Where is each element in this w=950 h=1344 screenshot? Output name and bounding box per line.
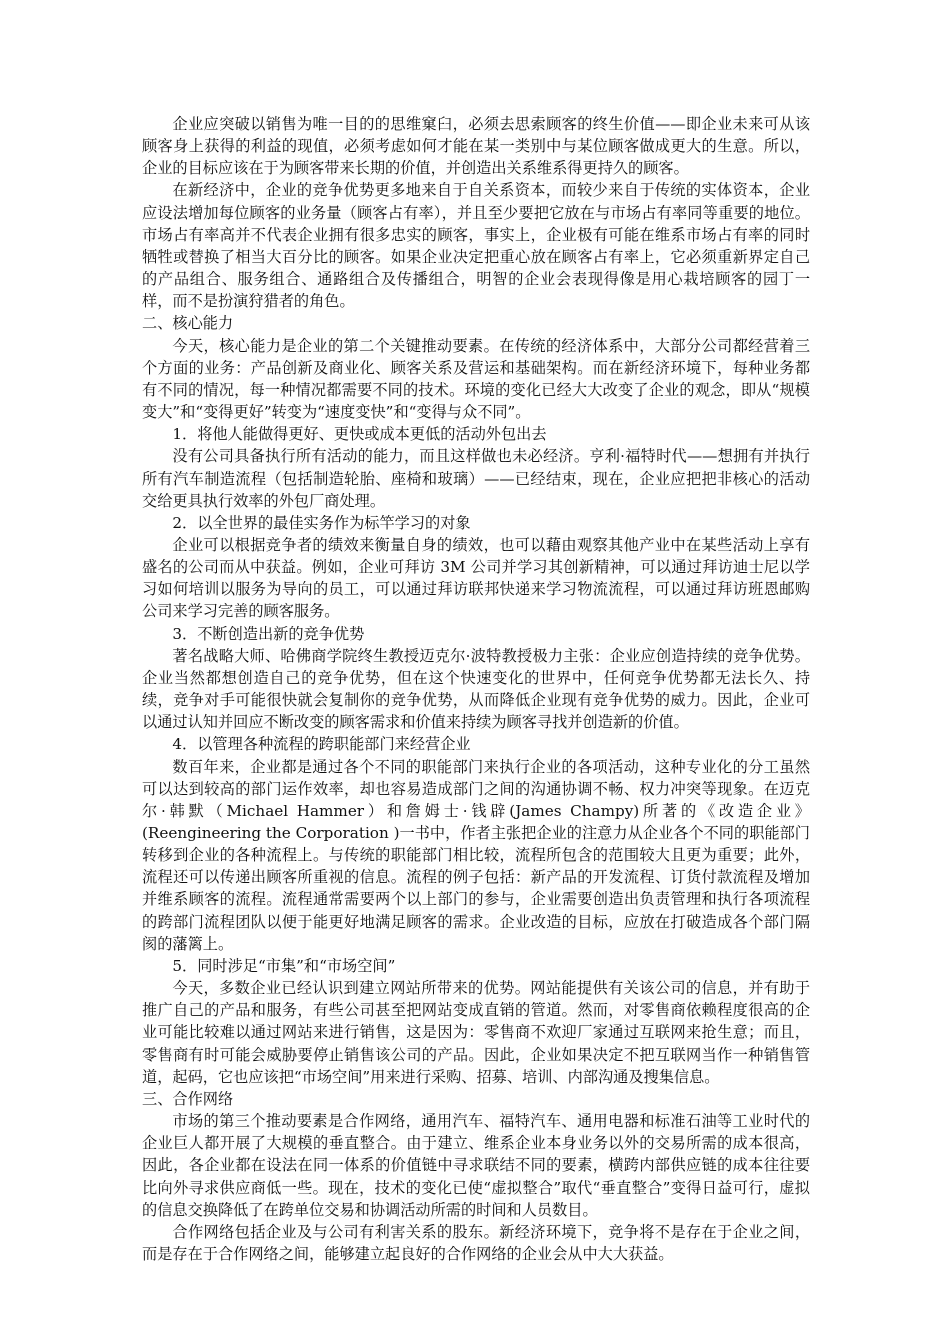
subheading-cross-functional: 4．以管理各种流程的跨职能部门来经营企业 (172, 735, 471, 754)
paragraph-outsourcing: 没有公司具备执行所有活动的能力，而且这样做也未必经济。亨利·福特时代——想拥有并执行所有汽车制造流程（包括制造轮胎、座椅和玻璃）——已经结束，现在，企业应把把非核心的活动交给更具执行效率的外包厂商处理。 (142, 447, 810, 510)
subheading-competitive-advantage: 3．不断创造出新的竞争优势 (172, 624, 365, 643)
paragraph-core-competence-intro: 今天，核心能力是企业的第二个关键推动要素。在传统的经济体系中，大部分公司都经营着三个方面的业务：产品创新及商业化、顾客关系及营运和基础架构。而在新经济环境下，每种业务都有不同的情况，每一种情况都需要不同的技术。环境的变化已经大大改变了企业的观念，即从“规模变大”和“变得更好”转变为“速度变快”和“变得与众不同”。 (142, 336, 810, 422)
paragraph-network-competition: 合作网络包括企业及与公司有利害关系的股东。新经济环境下，竞争将不是存在于企业之间，而是存在于合作网络之间，能够建立起良好的合作网络的企业会从中大大获益。 (142, 1222, 810, 1263)
section-heading-core-competence: 二、核心能力 (142, 314, 234, 333)
subheading-benchmarking: 2．以全世界的最佳实务作为标竿学习的对象 (172, 513, 471, 532)
paragraph-relationship-capital: 在新经济中，企业的竞争优势更多地来自于自关系资本，而较少来自于传统的实体资本，企业应设法增加每位顾客的业务量（顾客占有率），并且至少要把它放在与市场占有率同等重要的地位。市场占有率高并不代表企业拥有很多忠实的顾客，事实上，企业极有可能在维系市场占有率的同时牺牲或替换了相当大百分比的顾客。如果企业决定把重心放在顾客占有率上，它必须重新界定自己的产品组合、服务组合、通路组合及传播组合，明智的企业会表现得像是用心栽培顾客的园丁一样，而不是扮演狩猎者的角色。 (142, 181, 810, 311)
paragraph-competitive-advantage: 著名战略大师、哈佛商学院终生教授迈克尔·波特教授极力主张：企业应创造持续的竞争优势。企业当然都想创造自己的竞争优势，但在这个快速变化的世界中，任何竞争优势都无法长久、持续，竞争对手可能很快就会复制你的竞争优势，从而降低企业现有竞争优势的威力。因此，企业可以通过认知并回应不断改变的顾客需求和价值来持续为顾客寻找并创造新的价值。 (142, 646, 810, 732)
paragraph-virtual-integration: 市场的第三个推动要素是合作网络，通用汽车、福特汽车、通用电器和标准石油等工业时代的企业巨人都开展了大规模的垂直整合。由于建立、维系企业本身业务以外的交易所需的成本很高，因此，各企业都在设法在同一体系的价值链中寻求联结不同的要素，横跨内部供应链的成本往往要比向外寻求供应商低一些。现在，技术的变化已使“虚拟整合”取代“垂直整合”变得日益可行，虚拟的信息交换降低了在跨单位交易和协调活动所需的时间和人员数目。 (142, 1112, 810, 1219)
paragraph-marketplace-marketspace: 今天，多数企业已经认识到建立网站所带来的优势。网站能提供有关该公司的信息，并有助于推广自己的产品和服务，有些公司甚至把网站变成直销的管道。然而，对零售商依赖程度很高的企业可能比较难以通过网站来进行销售，这是因为：零售商不欢迎厂家通过互联网来抢生意；而且，零售商有时可能会威胁要停止销售该公司的产品。因此，企业如果决定不把互联网当作一种销售管道，起码，它也应该把“市场空间”用来进行采购、招募、培训、内部沟通及搜集信息。 (142, 979, 810, 1086)
subheading-marketplace-marketspace: 5．同时涉足“市集”和“市场空间” (172, 956, 396, 975)
document-body (142, 113, 810, 1265)
paragraph-customer-lifetime-value: 企业应突破以销售为唯一目的的思维窠臼，必须去思索顾客的终生价值——即企业未来可从该顾客身上获得的利益的现值，必须考虑如何才能在某一类别中与某位顾客做成更大的生意。所以，企业的目标应该在于为顾客带来长期的价值，并创造出关系维系得更持久的顾客。 (142, 115, 810, 178)
paragraph-benchmarking: 企业可以根据竞争者的绩效来衡量自身的绩效，也可以藉由观察其他产业中在某些活动上享有盛名的公司而从中获益。例如，企业可拜访 3M 公司并学习其创新精神，可以通过拜访迪士尼以学习如何培训以服务为导向的员工，可以通过拜访联邦快递来学习物流流程，可以通过拜访班恩邮购公司来学习完善的顾客服务。 (142, 535, 810, 621)
section-heading-cooperation-network: 三、合作网络 (142, 1089, 234, 1108)
subheading-outsourcing: 1．将他人能做得更好、更快或成本更低的活动外包出去 (172, 425, 547, 444)
paragraph-cross-functional: 数百年来，企业都是通过各个不同的职能部门来执行企业的各项活动，这种专业化的分工虽然可以达到较高的部门运作效率，却也容易造成部门之间的沟通协调不畅、权力冲突等现象。在迈克尔·韩默（Michael Hammer）和詹姆士·钱辟(James Champy)所著的《改造企业》(Reengineering the Corporation )一书中，作者主张把企业的注意力从企业各个不同的职能部门转移到企业的各种流程上。与传统的职能部门相比较，流程所包含的范围较大且更为重要；此外，流程还可以传递出顾客所重视的信息。流程的例子包括：新产品的开发流程、订货付款流程及增加并维系顾客的流程。流程通常需要两个以上部门的参与，企业需要创造出负责管理和执行各项流程的跨部门流程团队以便于能更好地满足顾客的需求。企业改造的目标，应放在打破造成各个部门隔阂的藩篱上。 (142, 757, 810, 953)
